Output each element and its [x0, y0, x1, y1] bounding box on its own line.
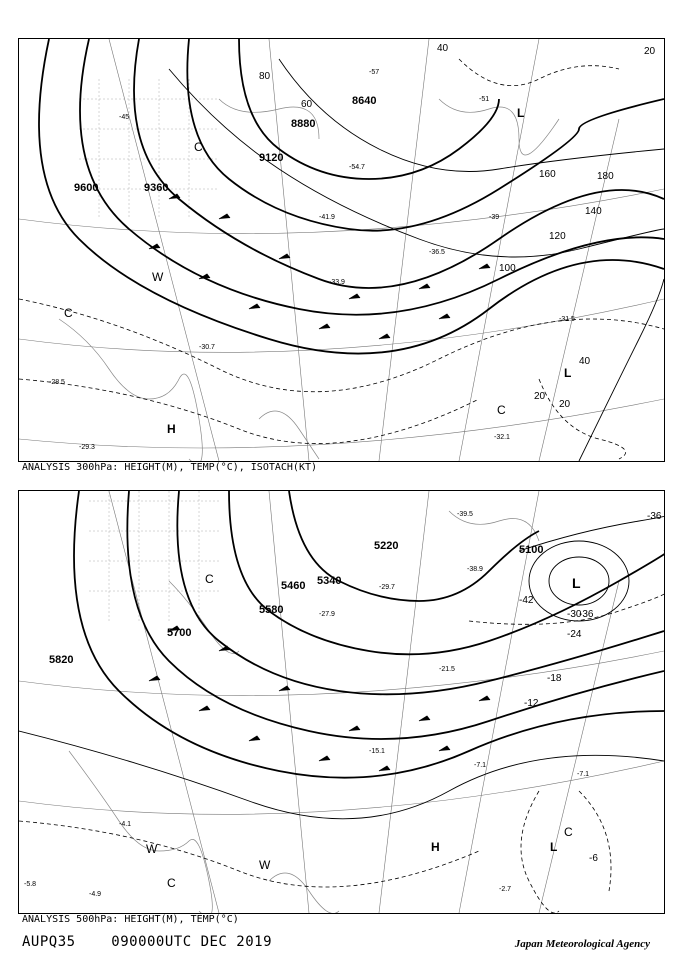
cold-center-marker: C [497, 403, 506, 417]
temp-label: -4.1 [119, 821, 132, 828]
height-label: 8640 [352, 95, 377, 107]
data-grid [89, 491, 219, 621]
caption-500hpa: ANALYSIS 500hPa: HEIGHT(M), TEMP(°C) [22, 914, 239, 925]
temp-label: -39 [489, 214, 500, 221]
cold-center-marker: C [167, 876, 176, 890]
isotach-label: 180 [597, 171, 614, 182]
isotach-label: 100 [499, 263, 516, 274]
temp-label: -31.5 [559, 316, 575, 323]
cold-center-marker: C [194, 140, 203, 154]
low-pressure-marker: L [564, 366, 572, 380]
isotherm-label: -6 [589, 853, 598, 864]
temp-label: -27.9 [319, 611, 335, 618]
isotach-label: 20 [559, 399, 571, 410]
height-labels [74, 95, 376, 194]
graticule [19, 491, 664, 913]
temp-label: -38.9 [467, 566, 483, 573]
isotach-labels [259, 43, 656, 410]
isotach-label: 40 [579, 356, 591, 367]
temp-label: -51 [479, 96, 490, 103]
isotach-label: 80 [259, 71, 271, 82]
warm-center-marker: W [259, 858, 271, 872]
caption-300hpa: ANALYSIS 300hPa: HEIGHT(M), TEMP(°C), ISOTACH(KT) [22, 462, 318, 473]
isotach-label: 60 [301, 99, 313, 110]
temp-label: -5.8 [24, 881, 37, 888]
height-label: 5340 [317, 575, 342, 587]
temp-label: -32.1 [494, 434, 510, 441]
low-pressure-marker: L [550, 840, 558, 854]
coastline [59, 99, 559, 461]
temp-label: -29.7 [379, 584, 395, 591]
low-pressure-marker: L [572, 575, 581, 591]
temp-label: -29.3 [79, 444, 95, 451]
temp-label: -7.1 [577, 771, 590, 778]
map-500hpa-svg [19, 491, 664, 913]
height-label: 5580 [259, 604, 284, 616]
temp-label: -4.9 [89, 891, 102, 898]
temp-label: -41.9 [319, 214, 335, 221]
warm-center-marker: W [152, 270, 164, 284]
temp-label: -21.5 [439, 666, 455, 673]
warm-center-marker: W [146, 842, 158, 856]
isotach-label: 40 [437, 43, 449, 54]
isotherm-label: -36 [579, 609, 594, 620]
temp-label: -2.7 [499, 886, 512, 893]
isotachs [169, 59, 664, 461]
height-contours [39, 39, 664, 354]
temp-label: -45 [119, 114, 130, 121]
temp-label: -28.5 [49, 379, 65, 386]
isotach-label: 20 [644, 46, 656, 57]
isotach-label: 160 [539, 169, 556, 180]
temperature-labels [24, 511, 589, 898]
map-panel-300hpa [18, 38, 665, 462]
height-label: 9360 [144, 182, 169, 194]
height-label: 5820 [49, 654, 74, 666]
wind-barbs [149, 626, 490, 771]
map-panel-500hpa [18, 490, 665, 914]
height-label: 5220 [374, 540, 399, 552]
map-300hpa-svg [19, 39, 664, 461]
height-label: 8880 [291, 118, 316, 130]
pressure-systems [146, 572, 581, 890]
isotherm-label: -12 [524, 698, 539, 709]
temp-label: -33.9 [329, 279, 345, 286]
height-label: 5460 [281, 580, 306, 592]
low-pressure-marker: L [517, 106, 525, 120]
height-label: 9600 [74, 182, 99, 194]
high-pressure-marker: H [167, 422, 176, 436]
isotherm-label: -30 [567, 609, 582, 620]
isotherm-labels [519, 511, 662, 864]
isotach-label: 140 [585, 206, 602, 217]
temp-label: -36.5 [429, 249, 445, 256]
isotherm-label: -42 [519, 595, 534, 606]
agency-name: Japan Meteorological Agency [514, 938, 650, 950]
isotherms [19, 511, 664, 819]
temp-label: -54.7 [349, 164, 365, 171]
height-label: 9120 [259, 152, 284, 164]
isotherm-label: -24 [567, 629, 582, 640]
temp-label: -57 [369, 69, 380, 76]
chart-identifier: AUPQ35 090000UTC DEC 2019 [22, 934, 273, 950]
height-label: 5700 [167, 627, 192, 639]
temp-label: -30.7 [199, 344, 215, 351]
isotherm-label: -36 [647, 511, 662, 522]
height-label: 5100 [519, 544, 544, 556]
temp-label: -15.1 [369, 748, 385, 755]
cold-center-marker: C [205, 572, 214, 586]
temp-label: -7.1 [474, 762, 487, 769]
temp-label: -39.5 [457, 511, 473, 518]
isotach-label: 120 [549, 231, 566, 242]
cold-center-marker: C [564, 825, 573, 839]
isotach-label: 20 [534, 391, 546, 402]
isotherm-label: -18 [547, 673, 562, 684]
cold-center-marker: C [64, 306, 73, 320]
high-pressure-marker: H [431, 840, 440, 854]
